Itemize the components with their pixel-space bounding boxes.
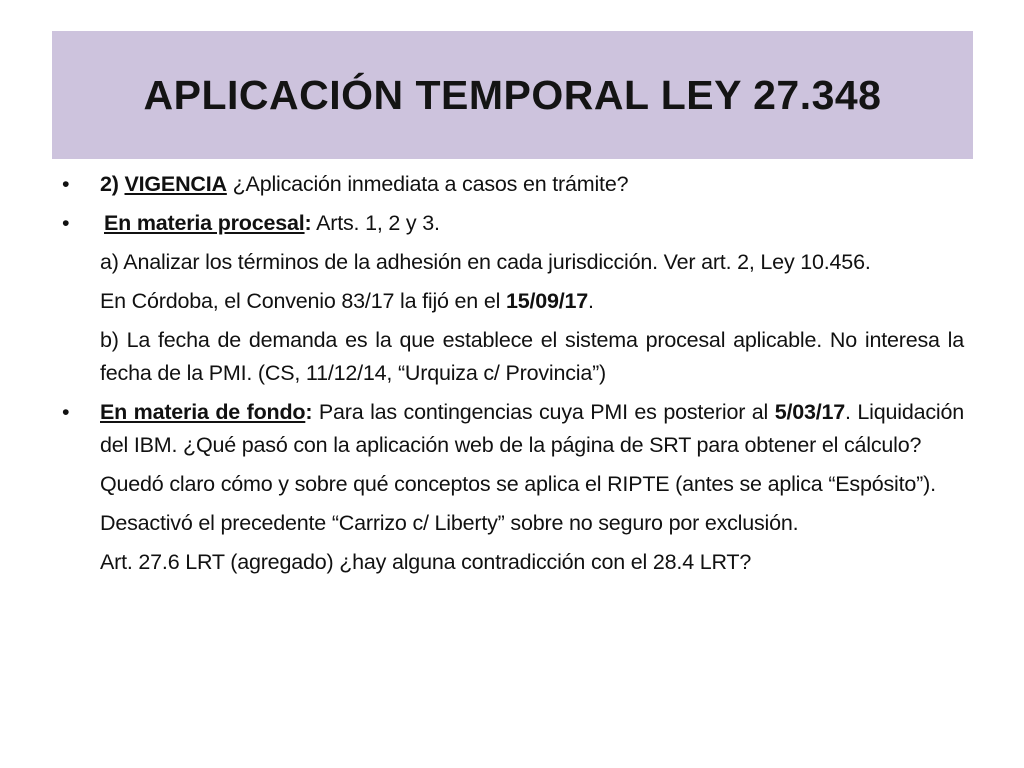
bullet-item-vigencia — [62, 168, 964, 201]
item-number: 2) — [100, 172, 125, 196]
cordoba-text: En Córdoba, el Convenio 83/17 la fijó en el — [100, 289, 506, 313]
cordoba-period: . — [588, 289, 594, 313]
fondo-date: 5/03/17 — [774, 400, 846, 424]
vigencia-question: ¿Aplicación inmediata a casos en trámite? — [226, 172, 629, 196]
fondo-text-rest: . Liquidación del IBM. ¿Qué pasó con la aplicación web de la página de SRT para obtener el cálculo? — [100, 400, 964, 457]
heading-colon: : — [305, 400, 313, 424]
fondo-text: Para las contingencias cuya PMI es posterior al — [312, 400, 775, 424]
heading-fondo: En materia de fondo — [100, 400, 306, 424]
bullet-icon: • — [62, 172, 70, 196]
paragraph-ripte: Quedó claro cómo y sobre qué conceptos se aplica el RIPTE (antes se aplica “Espósito”). — [100, 472, 936, 496]
paragraph-b: b) La fecha de demanda es la que establece el sistema procesal aplicable. No interesa la fecha de la PMI. (CS, 11/12/14, “Urquiza c/ Provincia”) — [100, 328, 964, 385]
slide-title: APLICACIÓN TEMPORAL LEY 27.348 — [143, 71, 882, 118]
bullet-icon: • — [62, 400, 70, 424]
slide-body — [62, 168, 964, 585]
procesal-articles: Arts. 1, 2 y 3. — [311, 211, 440, 235]
bullet-item-fondo — [62, 396, 964, 462]
heading-colon: : — [304, 211, 312, 235]
heading-procesal: En materia procesal — [104, 211, 305, 235]
paragraph-art-27-6: Art. 27.6 LRT (agregado) ¿hay alguna contradicción con el 28.4 LRT? — [100, 550, 752, 574]
title-band — [52, 31, 973, 159]
heading-vigencia: VIGENCIA — [124, 172, 227, 196]
bullet-item-procesal — [62, 207, 964, 240]
paragraph-cordoba — [62, 285, 964, 318]
bullet-icon: • — [62, 211, 70, 235]
cordoba-date: 15/09/17 — [505, 289, 589, 313]
paragraph-a: a) Analizar los términos de la adhesión en cada jurisdicción. Ver art. 2, Ley 10.456. — [100, 250, 871, 274]
paragraph-carrizo: Desactivó el precedente “Carrizo c/ Liberty” sobre no seguro por exclusión. — [100, 511, 799, 535]
